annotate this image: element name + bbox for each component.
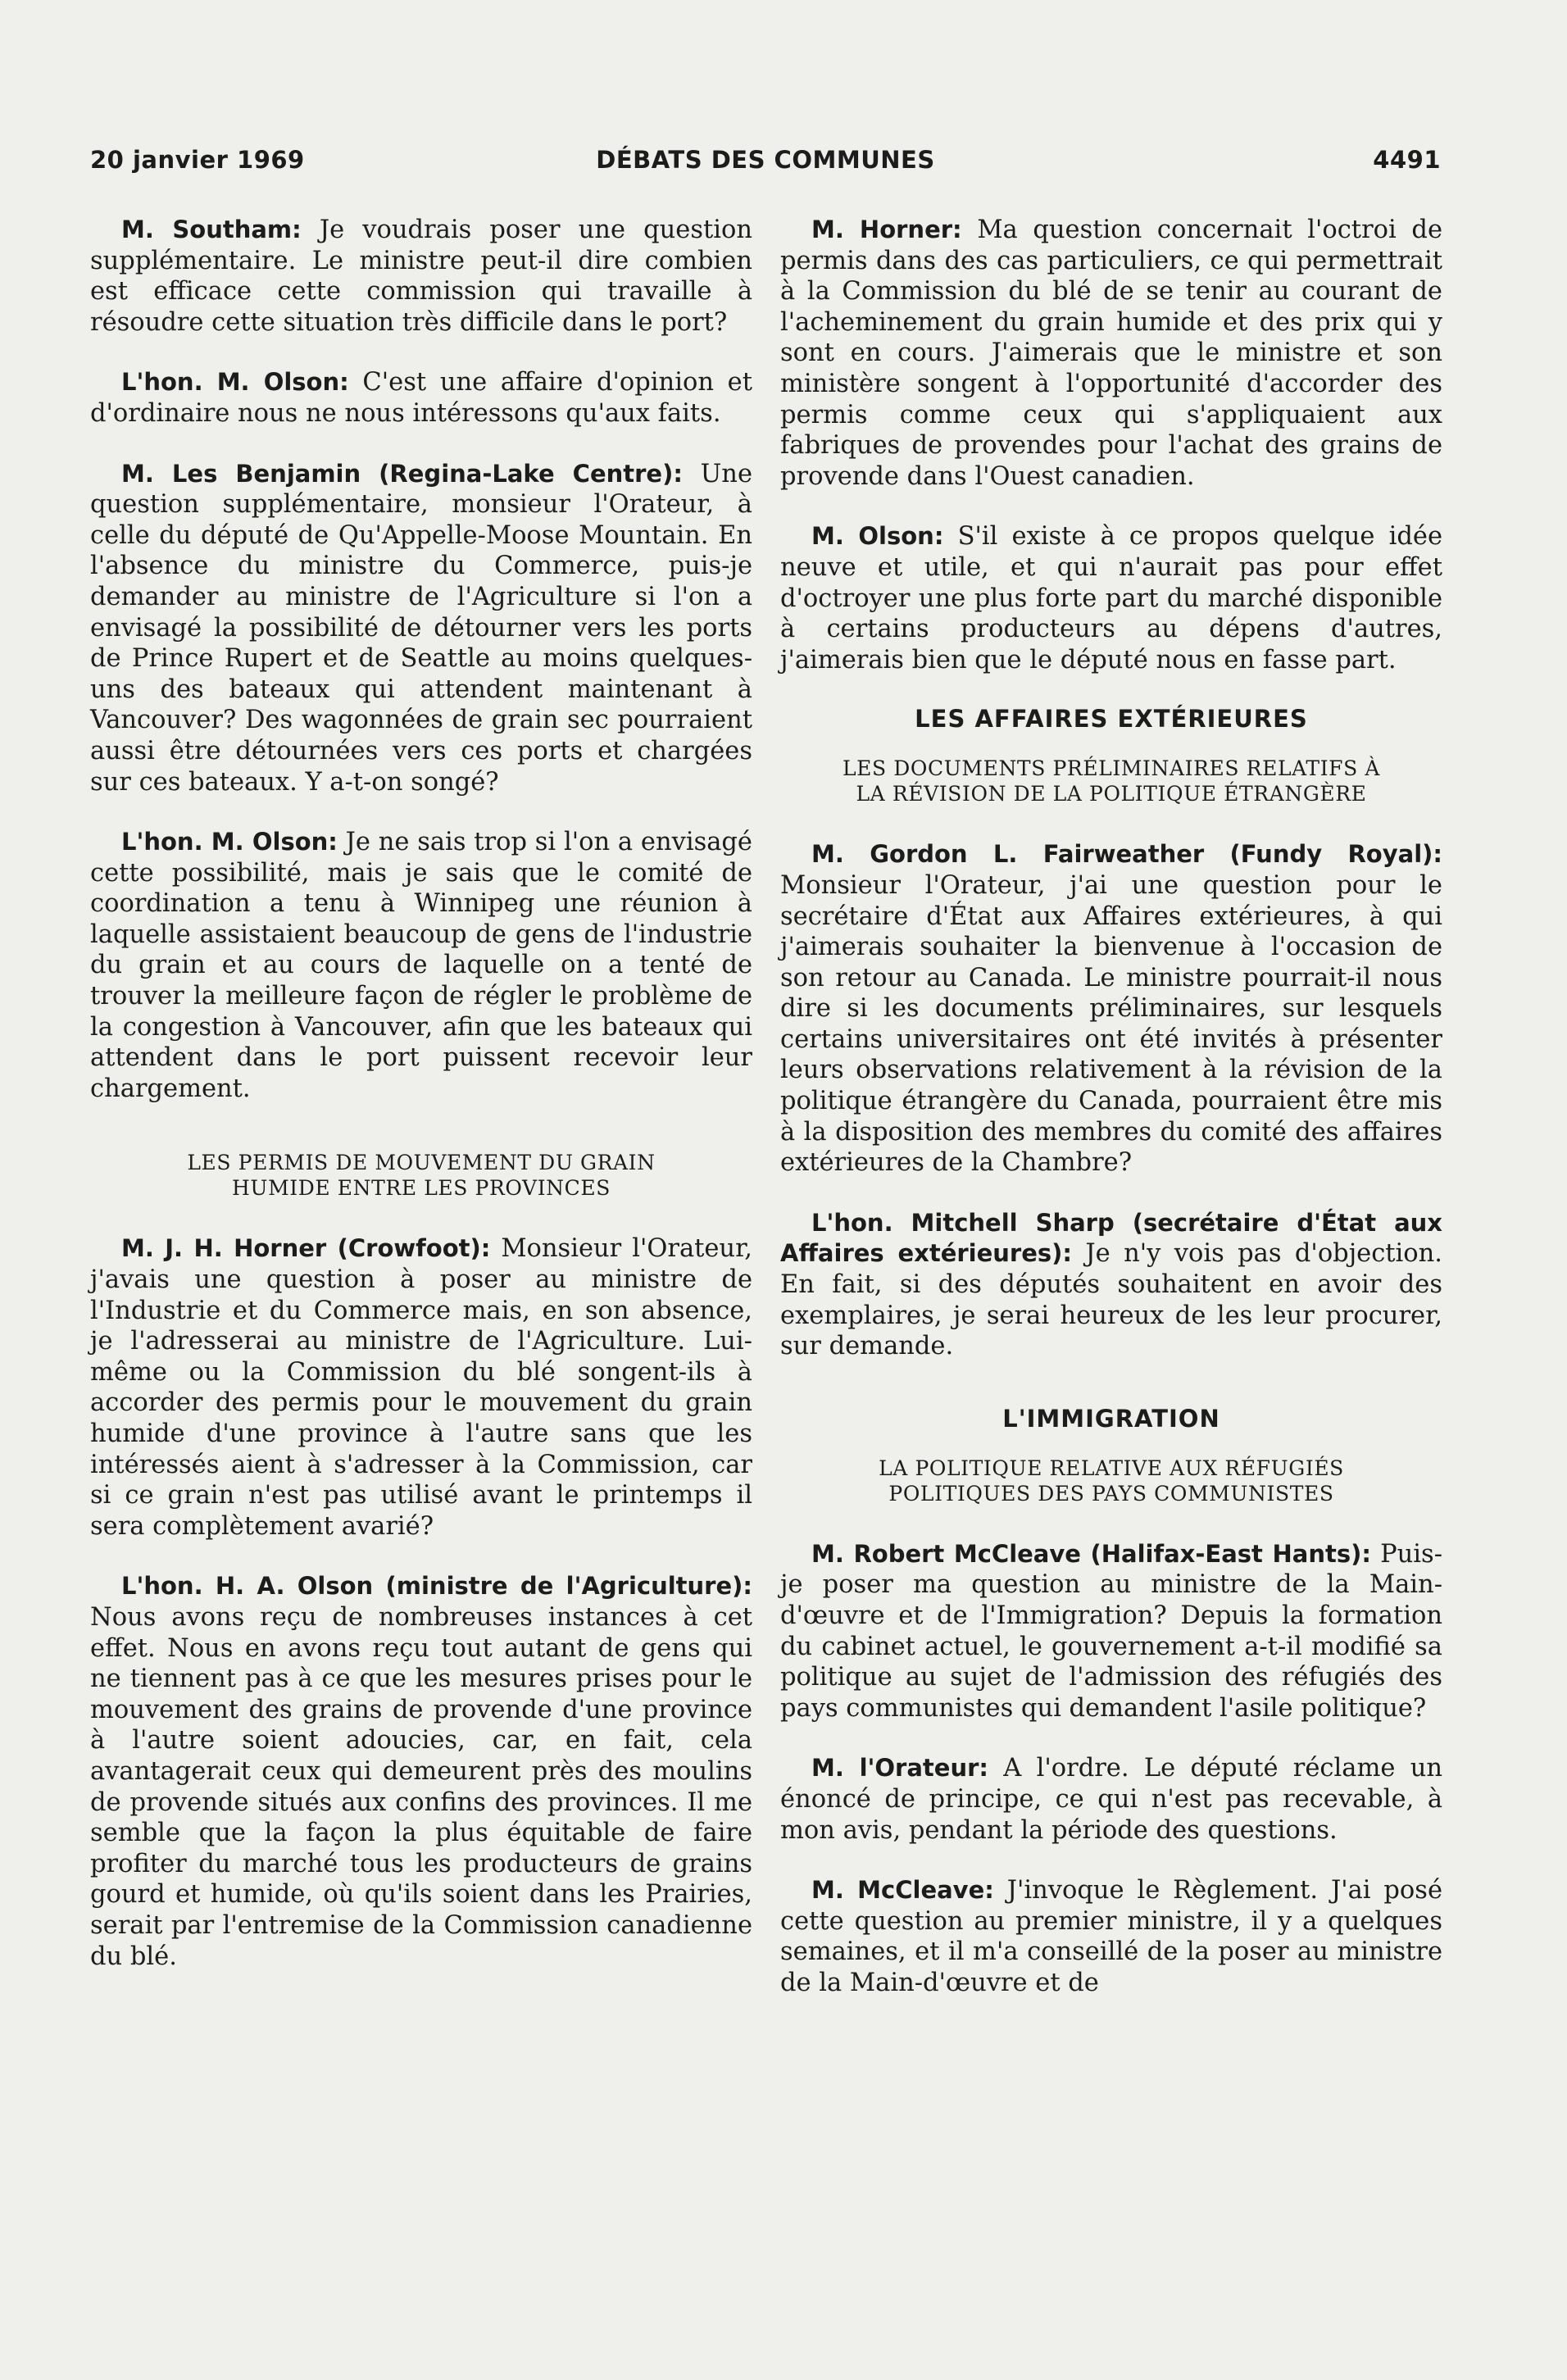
- speaker-name: M. Olson:: [811, 522, 944, 551]
- header-title: DÉBATS DES COMMUNES: [596, 146, 935, 174]
- section-heading: LES AFFAIRES EXTÉRIEURES: [915, 705, 1308, 734]
- paragraph-text: Je n'y vois pas d'objection. En fait, si des députés souhaitent en avoir des exemplaires, je serai heureux de les leur procurer, sur demande.: [780, 1239, 1443, 1361]
- paragraph-text: Je ne sais trop si l'on a envisagé cette possibilité, mais je sais que le comité de coordination a tenu à Winnipeg une réunion à laquelle assistaient beaucoup de gens de l'industrie du grain et au cours de laquelle on a tenté de trouver la meilleure façon de régler le problème de la congestion à Vancouver, afin que les bateaux qui attendent dans le port puissent recevoir leur chargement.: [90, 828, 752, 1103]
- paragraph: [780, 1753, 1442, 1846]
- speaker-name: L'hon. Mitchell Sharp (secrétaire d'État aux Affaires extérieures):: [780, 1208, 1442, 1268]
- paragraph: [780, 839, 1442, 1179]
- paragraph-text: A l'ordre. Le député réclame un énoncé de principe, ce qui n'est pas recevable, à mon avis, pendant la période des questions.: [780, 1754, 1443, 1845]
- paragraph: [780, 521, 1442, 675]
- subheading-line: LA POLITIQUE RELATIVE AUX RÉFUGIÉS: [879, 1456, 1344, 1480]
- paragraph-text: J'invoque le Règlement. J'ai posé cette question au premier ministre, il y a quelques semaines, et il m'a conseillé de la poser au ministre de la Main-d'œuvre et de: [780, 1876, 1442, 1997]
- paragraph: [90, 459, 752, 798]
- paragraph: [90, 215, 752, 338]
- left-column: [90, 215, 752, 2001]
- speaker-name: M. Southam:: [121, 216, 302, 243]
- subheading-line: LA RÉVISION DE LA POLITIQUE ÉTRANGÈRE: [856, 782, 1367, 806]
- paragraph: [780, 1875, 1442, 1998]
- paragraph: [780, 1208, 1442, 1362]
- paragraph-text: Monsieur l'Orateur, j'ai une question pour le secrétaire d'État aux Affaires extérieures, à qui j'aimerais souhaiter la bienvenue à l'occasion de son retour au Canada. Le ministre pourrait-il nous dire si les documents préliminaires, sur lesquels certains universitaires ont été invités à présenter leurs observations relativement à la révision de la politique étrangère du Canada, pourraient être mis à la disposition des membres du comité des affaires extérieures de la Chambre?: [780, 870, 1442, 1178]
- right-column: [780, 215, 1442, 2028]
- header-date: 20 janvier 1969: [90, 146, 305, 174]
- paragraph: [90, 1571, 752, 1972]
- paragraph-text: Je voudrais poser une question supplémentaire. Le ministre peut-il dire combien est efficace cette commission qui travaille à résoudre cette situation très difficile dans le port?: [90, 216, 753, 337]
- speaker-name: L'hon. H. A. Olson (ministre de l'Agriculture):: [121, 1572, 752, 1601]
- paragraph: [780, 1539, 1442, 1724]
- paragraph-text: C'est une affaire d'opinion et d'ordinaire nous ne nous intéressons qu'aux faits.: [90, 368, 752, 428]
- speaker-name: L'hon. M. Olson:: [121, 368, 349, 397]
- paragraph: [780, 215, 1442, 492]
- subheading-line: LES DOCUMENTS PRÉLIMINAIRES RELATIFS À: [842, 756, 1381, 781]
- paragraph-text: Nous avons reçu de nombreuses instances à cet effet. Nous en avons reçu tout autant de gens qui ne tiennent pas à ce que les mesures prises pour le mouvement des grains de provende d'une province à l'autre soient adoucies, car, en fait, cela avantagerait ceux qui demeurent près des moulins de provende situés aux confins des provinces. Il me semble que la façon la plus équitable de faire profiter du marché tous les producteurs de grains gourd et humide, où qu'ils soient dans les Prairies, serait par l'entremise de la Commission canadienne du blé.: [90, 1602, 752, 1971]
- speaker-name: M. Horner:: [811, 216, 962, 243]
- paragraph-text: Une question supplémentaire, monsieur l'Orateur, à celle du député de Qu'Appelle-Moose Mountain. En l'absence du ministre du Commerce, puis-je demander au ministre de l'Agriculture si l'on a envisagé la possibilité de détourner vers les ports de Prince Rupert et de Seattle au moins quelques-uns des bateaux qui attendent maintenant à Vancouver? Des wagonnées de grain sec pourraient aussi être détournées vers ces ports et chargées sur ces bateaux. Y a-t-on songé?: [90, 459, 753, 797]
- speaker-name: M. Gordon L. Fairweather (Fundy Royal):: [811, 840, 1442, 869]
- paragraph: [90, 367, 752, 429]
- speaker-name: L'hon. M. Olson:: [121, 828, 338, 856]
- paragraph: [90, 1233, 752, 1542]
- paragraph-text: S'il existe à ce propos quelque idée neuve et utile, et qui n'aurait pas pour effet d'octroyer une plus forte part du marché disponible à certains producteurs au dépens d'autres, j'aimerais bien que le député nous en fasse part.: [780, 522, 1442, 674]
- page-header: [90, 146, 1441, 185]
- page-number: 4491: [1373, 146, 1441, 174]
- subheading-line: POLITIQUES DES PAYS COMMUNISTES: [888, 1481, 1334, 1506]
- section-heading: L'IMMIGRATION: [1002, 1404, 1220, 1433]
- speaker-name: M. McCleave:: [811, 1876, 994, 1905]
- subheading-line: LES PERMIS DE MOUVEMENT DU GRAIN: [187, 1151, 656, 1175]
- subheading: [780, 756, 1442, 806]
- subheading: [780, 1456, 1442, 1506]
- paragraph: [90, 827, 752, 1104]
- paragraph-text: Ma question concernait l'octroi de permis dans des cas particuliers, ce qui permettrait à la Commission du blé de se tenir au courant de l'acheminement du grain humide et des prix qui y sont en cours. J'aimerais que le ministre et son ministère songent à l'opportunité d'accorder des permis comme ceux qui s'appliquaient aux fabriques de provendes pour l'achat des grains de provende dans l'Ouest canadien.: [780, 216, 1442, 491]
- speaker-name: M. Robert McCleave (Halifax-East Hants):: [811, 1539, 1371, 1568]
- speaker-name: M. l'Orateur:: [811, 1754, 988, 1783]
- speaker-name: M. Les Benjamin (Regina-Lake Centre):: [121, 459, 683, 488]
- subheading-line: HUMIDE ENTRE LES PROVINCES: [232, 1176, 611, 1201]
- paragraph-text: Puis-je poser ma question au ministre de la Main-d'œuvre et de l'Immigration? Depuis la formation du cabinet actuel, le gouvernement a-t-il modifié sa politique au sujet de l'admission des réfugiés des pays communistes qui demandent l'asile politique?: [780, 1539, 1442, 1723]
- speaker-name: M. J. H. Horner (Crowfoot):: [121, 1234, 491, 1263]
- subheading: [90, 1150, 752, 1201]
- paragraph-text: Monsieur l'Orateur, j'avais une question à poser au ministre de l'Industrie et du Commerce mais, en son absence, je l'adresserai au ministre de l'Agriculture. Lui-même ou la Commission du blé songent-ils à accorder des permis pour le mouvement du grain humide d'une province à l'autre sans que les intéressés aient à s'adresser à la Commission, car si ce grain n'est pas utilisé avant le printemps il sera complètement avarié?: [90, 1234, 752, 1541]
